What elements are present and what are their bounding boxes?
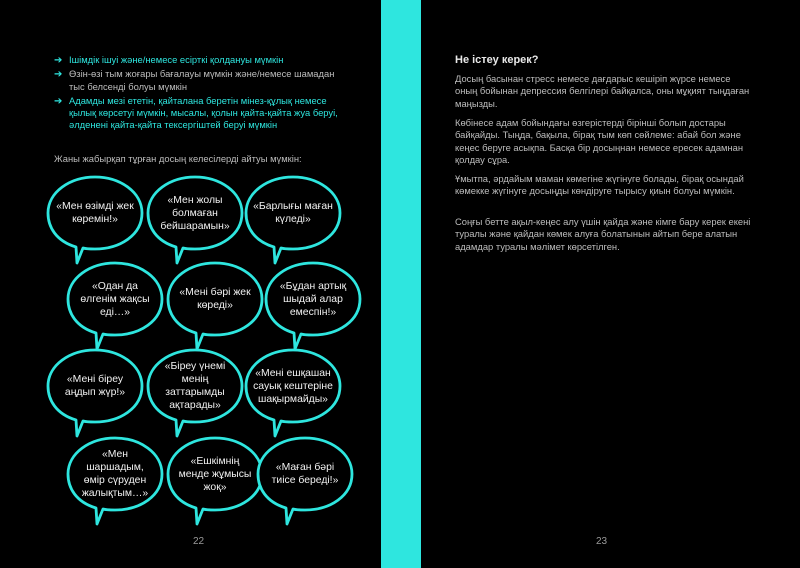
intro-text: Жаны жабырқап тұрған досың келесілерді айтуы мүмкін:: [54, 153, 302, 164]
speech-bubble: [66, 436, 164, 514]
speech-bubble-text: «Бұдан артық шыдай алар емеспін!»: [279, 280, 347, 318]
speech-bubble-text: «Мені біреу аңдып жүр!»: [64, 374, 126, 398]
speech-bubble: [46, 175, 144, 253]
speech-bubble-text: «Барлығы маған күледі»: [253, 201, 333, 225]
paragraph: Соңғы бетте ақыл-кеңес алу үшін қайда және кімге бару керек екені туралы және қайдан көмек алуға болатынын айтып бере алатын адамдар туралы мәлімет көрсетілген.: [455, 216, 751, 252]
bullet-item: ➔ Ішімдік ішуі және/немесе есірткі қолдануы мүмкін: [54, 54, 284, 66]
bullet-item: ➔ Адамды мезі ететін, қайталана беретін мінез-құлық немесе қылық көрсетуі мүмкін, мысалы, қолын қайта-қайта жуа беруі, әлденені қайта-қайта тексергіштей беруі мүмкін: [54, 94, 338, 131]
arrow-icon: ➔: [54, 95, 63, 107]
speech-bubble-text: «Мен жолы болмаған бейшарамын»: [160, 194, 230, 232]
paragraph: Досың басынан стресс немесе дағдарыс кешіріп жүрсе немесе оның бойынан депрессия белгілері байқалса, оны мұқият тыңдаған маңызды.: [455, 73, 750, 109]
speech-bubble-text: «Маған бәрі тиісе береді!»: [271, 462, 339, 486]
paragraph: Ұмытпа, әрдайым маман көмегіне жүгінуге болады, бірақ осындай көмекке жүгінуге досыңды көндіруге тырысу қиын болуы мүмкін.: [455, 173, 744, 197]
speech-bubble: [146, 348, 244, 426]
speech-bubble: [256, 436, 354, 514]
speech-bubble: [244, 175, 342, 253]
speech-bubble: [66, 261, 164, 339]
speech-bubble-text: «Мен шаршадым, өмір сүруден жалықтым…»: [81, 449, 149, 499]
speech-bubble-text: «Мен өзімді жек көремін!»: [56, 201, 134, 225]
page-number: 22: [193, 536, 205, 547]
page-number: 23: [596, 536, 608, 547]
speech-bubble: [46, 348, 144, 426]
arrow-icon: ➔: [54, 69, 63, 81]
arrow-icon: ➔: [54, 55, 63, 66]
speech-bubble-text: «Мені бәрі жек көреді»: [179, 287, 251, 311]
speech-bubble-text: «Біреу үнемі менің заттарымды ақтарады»: [164, 361, 226, 411]
bullet-list: [54, 54, 349, 134]
spine-accent: [381, 0, 421, 568]
speech-bubble-text: «Мені ешқашан сауық кештеріне шақырмайды»: [253, 367, 333, 405]
bullet-item: ➔ Өзін-өзі тым жоғары бағалауы мүмкін және/немесе шамадан тыс белсенді болуы мүмкін: [54, 68, 335, 92]
speech-bubble: [244, 348, 342, 426]
speech-bubble: [264, 261, 362, 339]
speech-bubble-text: «Ешкімнің менде жұмысы жоқ»: [178, 455, 252, 493]
speech-bubble-text: «Одан да өлгенім жақсы еді…»: [80, 280, 150, 318]
left-page: [0, 0, 381, 568]
speech-bubble: [166, 261, 264, 339]
speech-bubble: [146, 175, 244, 253]
speech-bubble: [166, 436, 264, 514]
section-heading: Не істеу керек?: [455, 54, 539, 66]
paragraph: Көбінесе адам бойындағы өзгерістерді бірінші болып достары байқайды. Тыңда, бақыла, бірақ тым көп сөйлеме: абай бол және кеңес беруге асықпа. Басқа бір досыңнан немесе ересек адамнан қолдау сұра.: [455, 117, 744, 166]
